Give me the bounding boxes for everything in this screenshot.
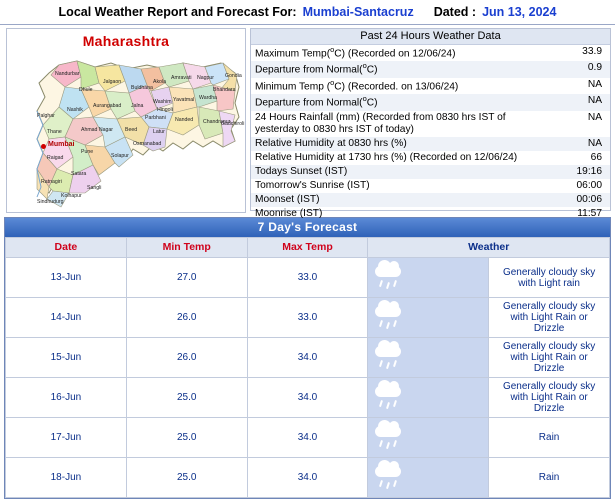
row-value: NA	[587, 137, 602, 149]
row-label	[251, 61, 546, 77]
forecast-weather: Generally cloudy sky with Light Rain or Drizzle	[489, 298, 610, 338]
district-label: Thane	[47, 129, 62, 135]
row-value: 19:16	[576, 165, 602, 177]
row-label-text2: C) (Recorded. on 13/06/24)	[334, 81, 459, 93]
report-date: Jun 13, 2024	[482, 5, 557, 19]
row-label	[251, 45, 546, 61]
row-value: NA	[587, 111, 602, 123]
district-label: Beed	[125, 127, 138, 133]
district-label: Solapur	[111, 153, 129, 159]
forecast-max-temp: 34.0	[247, 458, 368, 498]
row-value: 00:06	[576, 193, 602, 205]
district-label: Latur	[153, 129, 165, 135]
column-header-weather: Weather	[368, 238, 610, 258]
map-title: Maharashtra	[82, 33, 170, 49]
district-label: Parbhani	[145, 115, 166, 121]
district-label: Nagpur	[197, 75, 215, 81]
row-value: 33.9	[582, 46, 602, 57]
row-label-sup: o	[330, 45, 335, 54]
forecast-date: 16-Jun	[6, 378, 127, 418]
row-label-sup: o	[362, 61, 367, 71]
forecast-table	[5, 237, 610, 498]
table-row	[251, 45, 610, 61]
row-label: Tomorrow's Sunrise (IST)	[255, 179, 370, 191]
district-label: Ratnagiri	[41, 179, 62, 185]
past-24-hours-table	[251, 45, 610, 221]
forecast-min-temp: 26.0	[126, 338, 247, 378]
district-label: Akola	[153, 79, 166, 85]
row-value: NA	[587, 95, 602, 107]
page-header	[0, 0, 615, 25]
rain-cloud-icon-glyph	[368, 339, 412, 376]
table-row	[251, 111, 610, 137]
forecast-min-temp: 25.0	[126, 458, 247, 498]
row-label: Moonrise (IST)	[255, 207, 323, 219]
row-value: 0.9	[587, 62, 602, 74]
dated-label: Dated :	[433, 5, 477, 19]
row-label: Relative Humidity at 1730 hrs (%) (Recorded on 12/06/24)	[255, 151, 518, 163]
rain-cloud-icon	[368, 458, 489, 498]
mumbai-marker-dot	[41, 144, 46, 149]
rain-cloud-icon	[368, 298, 489, 338]
row-label-text: Departure from Normal(	[255, 64, 363, 76]
row-label-sup: o	[330, 77, 335, 87]
row-label: 24 Hours Rainfall (mm) (Recorded from 0830 hrs IST of yesterday to 0830 hrs IST of today)	[255, 111, 506, 135]
district-label: Dhule	[79, 87, 93, 93]
rain-cloud-icon	[368, 418, 489, 458]
row-label-text: Maximum Temp(	[255, 48, 331, 60]
forecast-min-temp: 26.0	[126, 298, 247, 338]
row-label-text2: C)	[366, 64, 378, 76]
row-label-text2: C)	[366, 97, 378, 109]
forecast-min-temp: 25.0	[126, 418, 247, 458]
row-label: Todays Sunset (IST)	[255, 165, 348, 177]
district-label: Hingoli	[157, 107, 173, 113]
forecast-date: 14-Jun	[6, 298, 127, 338]
row-value: 06:00	[576, 179, 602, 191]
table-row	[251, 193, 610, 207]
forecast-min-temp: 25.0	[126, 378, 247, 418]
forecast-title: 7 Day's Forecast	[5, 218, 610, 237]
table-row	[251, 94, 610, 110]
past-24-hours-panel	[250, 28, 611, 219]
table-row	[6, 378, 610, 418]
district-label: Aurangabad	[93, 103, 122, 109]
row-label-sup: o	[362, 94, 367, 104]
table-row	[6, 458, 610, 498]
forecast-max-temp: 33.0	[247, 298, 368, 338]
row-label: Moonset (IST)	[255, 193, 320, 205]
district-label: Buldhana	[131, 85, 153, 91]
district-label: Washim	[153, 99, 172, 105]
rain-cloud-icon-glyph	[368, 259, 412, 296]
row-label-text2: C) (Recorded on 12/06/24)	[334, 48, 456, 60]
table-row	[251, 207, 610, 221]
forecast-date: 15-Jun	[6, 338, 127, 378]
forecast-weather: Rain	[489, 418, 610, 458]
table-row	[251, 179, 610, 193]
table-row	[6, 298, 610, 338]
rain-cloud-icon-glyph	[368, 299, 412, 336]
row-value: 66	[590, 151, 602, 163]
row-label	[251, 78, 546, 94]
district-label: Palghar	[37, 113, 55, 119]
table-row	[6, 258, 610, 298]
district-label: Amravati	[171, 75, 192, 81]
table-row	[6, 338, 610, 378]
rain-cloud-icon-glyph	[368, 379, 412, 416]
forecast-weather: Rain	[489, 458, 610, 498]
forecast-weather: Generally cloudy sky with Light Rain or Drizzle	[489, 338, 610, 378]
row-label	[251, 94, 546, 110]
forecast-max-temp: 34.0	[247, 378, 368, 418]
row-label: Relative Humidity at 0830 hrs (%)	[255, 137, 407, 149]
forecast-panel	[4, 217, 611, 499]
row-label-text: Minimum Temp (	[255, 81, 331, 93]
rain-cloud-icon-glyph	[368, 459, 412, 496]
forecast-date: 13-Jun	[6, 258, 127, 298]
forecast-max-temp: 34.0	[247, 418, 368, 458]
district-label: Nandurbar	[55, 71, 80, 77]
forecast-date: 18-Jun	[6, 458, 127, 498]
forecast-max-temp: 34.0	[247, 338, 368, 378]
column-header-date: Date	[6, 238, 127, 258]
district-label: Jalgaon	[103, 79, 122, 85]
district-label: Bhandara	[213, 87, 236, 93]
rain-cloud-icon-glyph	[368, 419, 412, 456]
district-label: Wardha	[199, 95, 217, 101]
district-label: Nanded	[175, 117, 194, 123]
table-row	[251, 137, 610, 151]
district-label: Yavatmal	[173, 97, 195, 103]
rain-cloud-icon	[368, 258, 489, 298]
table-row	[251, 61, 610, 77]
row-label-text: Departure from Normal(	[255, 97, 363, 109]
row-value: 11:57	[577, 207, 602, 219]
rain-cloud-icon	[368, 378, 489, 418]
district-label: Satara	[71, 171, 87, 177]
forecast-header-row	[6, 238, 610, 258]
district-label: Sindhudurg	[37, 199, 64, 205]
district-label: Chandrapur	[203, 119, 231, 125]
forecast-min-temp: 27.0	[126, 258, 247, 298]
district-label: Gondia	[225, 73, 242, 79]
district-label: Gadchiroli	[221, 121, 245, 127]
column-header-max-temp: Max Temp	[247, 238, 368, 258]
district-label: Osmanabad	[133, 141, 162, 147]
mumbai-marker-label: Mumbai	[48, 141, 75, 148]
past-24-hours-title: Past 24 Hours Weather Data	[251, 29, 610, 45]
district-label: Ahmad Nagar	[81, 127, 114, 133]
forecast-date: 17-Jun	[6, 418, 127, 458]
district-label: Nashik	[67, 107, 83, 113]
table-row	[6, 418, 610, 458]
forecast-max-temp: 33.0	[247, 258, 368, 298]
district-label: Sangli	[87, 185, 102, 191]
station-name: Mumbai-Santacruz	[302, 5, 414, 19]
district-label: Jalna	[131, 103, 144, 109]
district-label: Raigad	[47, 155, 64, 161]
row-value: NA	[587, 78, 602, 90]
maharashtra-map	[6, 28, 246, 213]
page-title: Local Weather Report and Forecast For:	[58, 5, 297, 19]
column-header-min-temp: Min Temp	[126, 238, 247, 258]
top-section	[0, 25, 615, 219]
forecast-weather: Generally cloudy sky with Light rain	[489, 258, 610, 298]
rain-cloud-icon	[368, 338, 489, 378]
table-row	[251, 78, 610, 94]
forecast-weather: Generally cloudy sky with Light Rain or Drizzle	[489, 378, 610, 418]
table-row	[251, 151, 610, 165]
district-label: Kolhapur	[61, 193, 82, 199]
table-row	[251, 165, 610, 179]
district-label: Pune	[81, 149, 94, 155]
